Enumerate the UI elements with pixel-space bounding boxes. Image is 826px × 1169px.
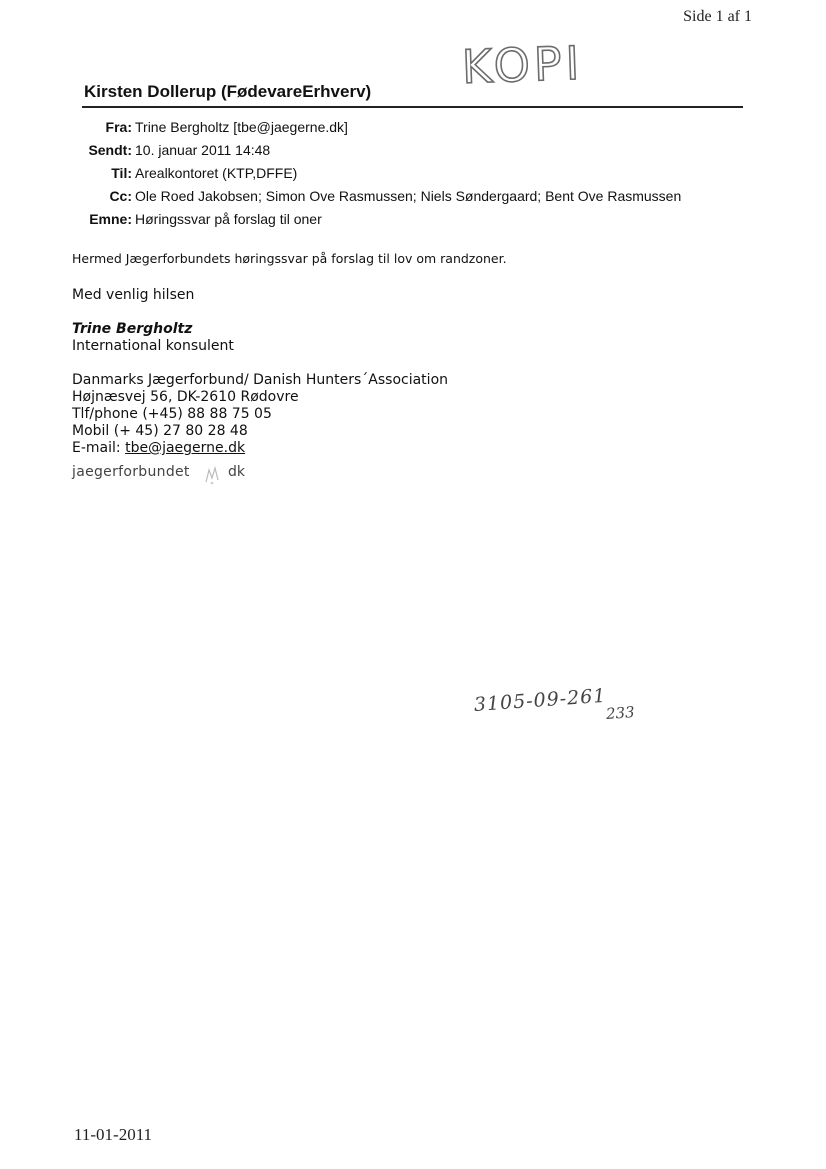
email-label: E-mail:: [72, 440, 121, 456]
subject-value: Høringssvar på forslag til oner: [135, 211, 322, 227]
cc-label: Cc:: [109, 188, 132, 204]
organization: Danmarks Jægerforbund/ Danish Hunters´Association: [72, 372, 449, 388]
sent-label: Sendt:: [88, 142, 132, 158]
header-row-cc: [0, 188, 826, 208]
signature-name: Trine Bergholtz: [72, 321, 193, 337]
phone: Tlf/phone (+45) 88 88 75 05: [72, 406, 272, 422]
email-intro: Hermed Jægerforbundets høringssvar på forslag til lov om randzoner.: [72, 251, 507, 266]
signature-title: International konsulent: [72, 338, 234, 354]
cc-value: Ole Roed Jakobsen; Simon Ove Rasmussen; Niels Søndergaard; Bent Ove Rasmussen: [135, 188, 682, 204]
greeting: Med venlig hilsen: [72, 287, 195, 303]
header-divider: [82, 106, 743, 108]
header-row-from: [0, 119, 826, 139]
sent-value: 10. januar 2011 14:48: [135, 142, 271, 158]
header-row-sent: [0, 142, 826, 162]
from-value: Trine Bergholtz [tbe@jaegerne.dk]: [135, 119, 348, 135]
page-number: Side 1 af 1: [683, 8, 752, 25]
logo-image-icon: [203, 464, 221, 486]
subject-label: Emne:: [89, 211, 132, 227]
handwritten-sub-number: 233: [605, 703, 636, 723]
kopi-stamp: KOPI: [461, 35, 585, 94]
email-line: [72, 440, 245, 456]
logo-suffix: dk: [228, 464, 245, 480]
to-label: Til:: [111, 165, 132, 181]
mobile: Mobil (+ 45) 27 80 28 48: [72, 423, 248, 439]
to-value: Arealkontoret (KTP,DFFE): [135, 165, 298, 181]
footer-date: 11-01-2011: [74, 1125, 153, 1144]
header-row-to: [0, 165, 826, 185]
handwritten-case-number: 3105-09-261: [473, 684, 608, 716]
mailbox-owner: Kirsten Dollerup (FødevareErhverv): [84, 82, 372, 101]
logo-text: jaegerforbundet: [72, 464, 190, 480]
from-label: Fra:: [105, 119, 132, 135]
address: Højnæsvej 56, DK-2610 Rødovre: [72, 389, 299, 405]
header-row-subject: [0, 211, 826, 231]
email-link[interactable]: tbe@jaegerne.dk: [125, 440, 246, 456]
